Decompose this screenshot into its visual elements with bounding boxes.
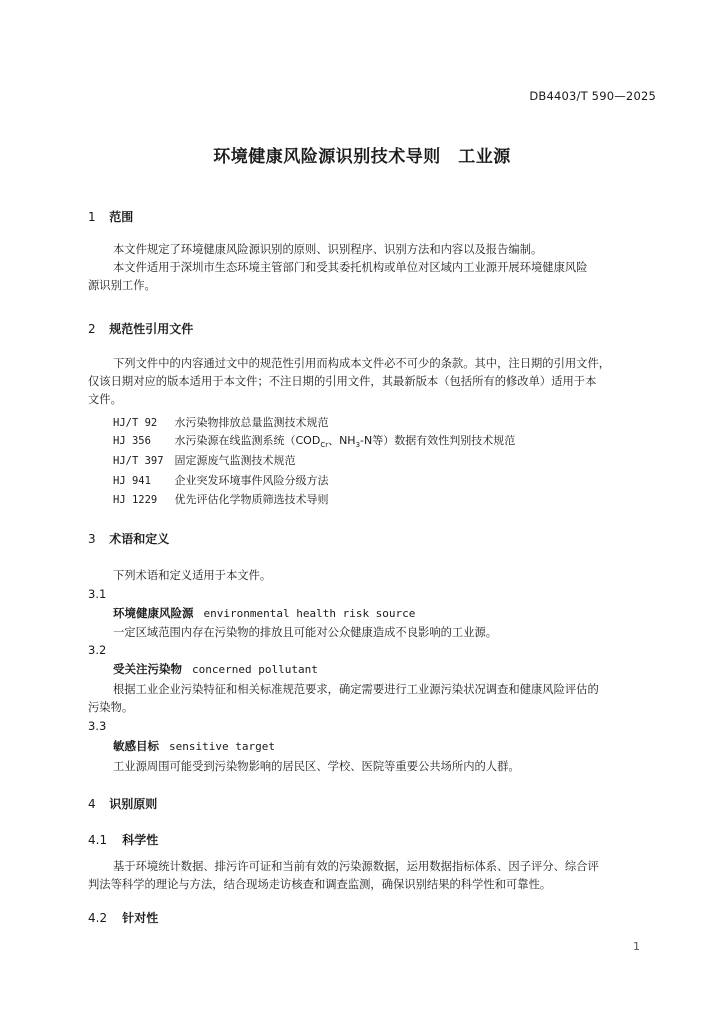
paragraph: 下列术语和定义适用于本文件。 <box>113 569 272 582</box>
document-title: 环境健康风险源识别技术导则 工业源 <box>213 147 511 167</box>
section-1-heading <box>88 208 133 225</box>
term-entry: 受关注污染物 concerned pollutant <box>113 662 318 676</box>
paragraph-continuation: 文件。 <box>88 393 122 406</box>
section-number: 2 <box>88 322 96 336</box>
reference-item: HJ/T 92 水污染物排放总量监测技术规范 <box>113 416 329 429</box>
paragraph-continuation: 判法等科学的理论与方法，结合现场走访核查和调查监测，确保识别结果的科学性和可靠性。 <box>88 878 552 891</box>
term-number: 3.3 <box>88 719 107 733</box>
section-4-heading <box>88 795 157 812</box>
paragraph: 下列文件中的内容通过文中的规范性引用而构成本文件必不可少的条款。其中，注日期的引用文件， <box>113 357 611 370</box>
term-entry: 环境健康风险源 environmental health risk source <box>113 606 416 620</box>
term-entry: 敏感目标 sensitive target <box>113 739 275 753</box>
section-title: 识别原则 <box>109 797 158 811</box>
section-number: 3 <box>88 532 96 546</box>
page-number: 1 <box>633 940 640 953</box>
paragraph: 本文件规定了环境健康风险源识别的原则、识别程序、识别方法和内容以及报告编制。 <box>113 243 543 256</box>
reference-item: HJ/T 397 固定源废气监测技术规范 <box>113 454 296 467</box>
subsection-title: 针对性 <box>122 911 159 925</box>
section-number: 4 <box>88 797 96 811</box>
subsection-4-1-heading <box>88 831 158 848</box>
reference-item: HJ 941 企业突发环境事件风险分级方法 <box>113 474 329 487</box>
term-definition-continuation: 污染物。 <box>88 701 134 714</box>
subsection-number: 4.2 <box>88 911 108 925</box>
section-title: 术语和定义 <box>109 532 170 546</box>
paragraph: 本文件适用于深圳市生态环境主管部门和受其委托机构或单位对区域内工业源开展环境健康风险 <box>113 261 588 274</box>
section-title: 规范性引用文件 <box>109 322 194 336</box>
reference-item: HJ 1229 优先评估化学物质筛选技术导则 <box>113 493 329 506</box>
term-definition: 一定区域范围内存在污染物的排放且可能对公众健康造成不良影响的工业源。 <box>113 626 498 639</box>
reference-item: HJ 356 水污染源在线监测系统（$COD_{Cr}$、$NH_3-N$等）数据有效性判别技术规范 <box>113 434 516 450</box>
subsection-title: 科学性 <box>122 833 159 847</box>
term-definition: 根据工业企业污染特征和相关标准规范要求，确定需要进行工业源污染状况调查和健康风险评估的 <box>113 683 599 696</box>
section-number: 1 <box>88 210 96 224</box>
paragraph-continuation: 源识别工作。 <box>88 279 156 292</box>
term-definition: 工业源周围可能受到污染物影响的居民区、学校、医院等重要公共场所内的人群。 <box>113 760 520 773</box>
subsection-number: 4.1 <box>88 833 108 847</box>
term-number: 3.1 <box>88 587 107 601</box>
term-number: 3.2 <box>88 643 107 657</box>
paragraph-continuation: 仅该日期对应的版本适用于本文件；不注日期的引用文件，其最新版本（包括所有的修改单）适用于本 <box>88 375 597 388</box>
section-3-heading <box>88 530 169 547</box>
standard-number: DB4403/T 590—2025 <box>529 89 656 103</box>
paragraph: 基于环境统计数据、排污许可证和当前有效的污染源数据，运用数据指标体系、因子评分、综合评 <box>113 860 599 873</box>
section-title: 范围 <box>109 210 134 224</box>
subsection-4-2-heading <box>88 909 158 926</box>
section-2-heading <box>88 320 193 337</box>
